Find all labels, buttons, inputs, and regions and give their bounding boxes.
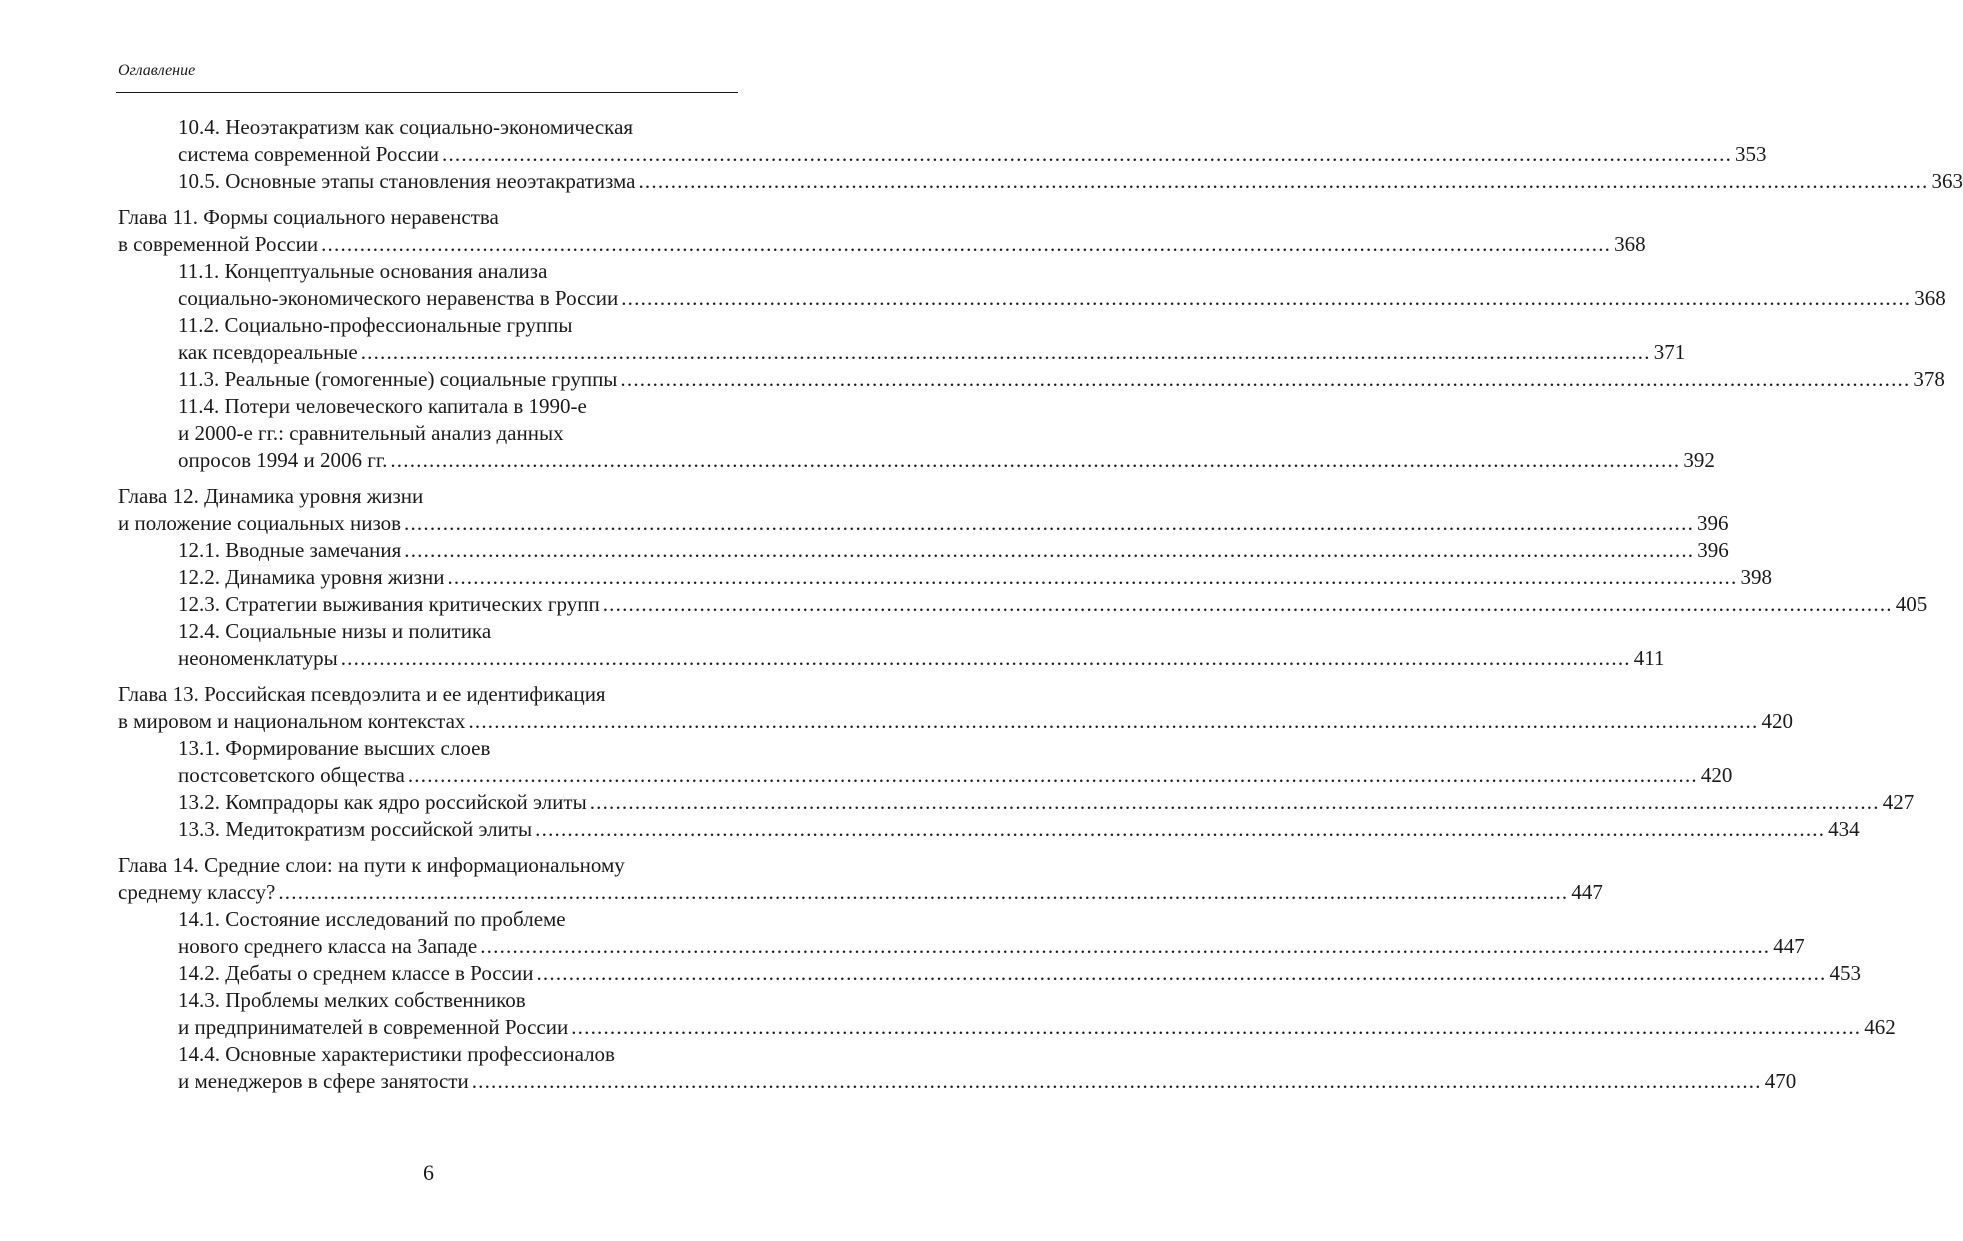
toc-page-number: 363 xyxy=(1931,169,1963,193)
toc-entry-leader-row xyxy=(178,168,1963,195)
toc-entry-leader-row xyxy=(178,591,1928,618)
toc-entry-title-line: социально-экономического неравенства в России xyxy=(178,286,619,310)
toc-entry-leader-row xyxy=(178,1014,1896,1041)
toc-page-number: 398 xyxy=(1740,565,1772,589)
toc-page-number: 368 xyxy=(1614,232,1646,256)
toc-entry-title-line: 11.2. Социально-профессиональные группы xyxy=(178,313,573,337)
header-rule xyxy=(116,92,738,93)
toc-section-entry[interactable] xyxy=(118,1041,1797,1095)
toc-entry-title-line: как псевдореальные xyxy=(178,340,358,364)
toc-entry-leader-row xyxy=(178,564,1772,591)
toc-page-number: 420 xyxy=(1700,763,1733,787)
toc-entry-leader-row xyxy=(178,447,1715,474)
toc-entry-title-line: 14.1. Состояние исследований по проблеме xyxy=(178,907,566,931)
toc-chapter-entry[interactable] xyxy=(118,204,1646,258)
toc-entry-leader-row xyxy=(118,510,1729,537)
toc-section-entry[interactable] xyxy=(118,258,1946,312)
toc-entry-leader-row xyxy=(178,645,1665,672)
toc-section-entry[interactable] xyxy=(118,366,1945,393)
toc-section-entry[interactable] xyxy=(118,114,1767,168)
toc-entry-title-line: Глава 11. Формы социального неравенства xyxy=(118,205,499,229)
toc-entry-leader-row xyxy=(178,933,1805,960)
toc-entry-title-line: 10.4. Неоэтакратизм как социально-экономическая xyxy=(178,115,634,139)
dot-leader: ........................................................................................................................................................................................................ xyxy=(589,790,1880,814)
dot-leader: ........................................................................................................................................................................................................ xyxy=(571,1015,1862,1039)
toc-entry-title-line: и менеджеров в сфере занятости xyxy=(178,1069,469,1093)
dot-leader: ........................................................................................................................................................................................................ xyxy=(480,934,1771,958)
toc-entry-leader-row xyxy=(178,141,1767,168)
dot-leader: ........................................................................................................................................................................................................ xyxy=(536,961,1827,985)
toc-entry-leader-row xyxy=(178,339,1686,366)
toc-section-entry[interactable] xyxy=(118,960,1861,987)
toc-entry-leader-row xyxy=(118,879,1603,906)
toc-page-number: 453 xyxy=(1829,961,1861,985)
toc-entry-title-line: 12.1. Вводные замечания xyxy=(178,538,402,562)
dot-leader: ........................................................................................................................................................................................................ xyxy=(638,169,1929,193)
dot-leader: ........................................................................................................................................................................................................ xyxy=(340,646,1631,670)
dot-leader: ........................................................................................................................................................................................................ xyxy=(447,565,1738,589)
toc-entry-title-line: в современной России xyxy=(118,232,319,256)
toc-entry-title-line: в мировом и национальном контекстах xyxy=(118,709,466,733)
toc-entry-title-line: 12.4. Социальные низы и политика xyxy=(178,619,492,643)
table-of-contents xyxy=(118,114,1963,1095)
toc-entry-title-line: нового среднего класса на Западе xyxy=(178,934,478,958)
toc-section-entry[interactable] xyxy=(118,789,1915,816)
dot-leader: ........................................................................................................................................................................................................ xyxy=(535,817,1826,841)
running-head: Оглавление xyxy=(118,62,196,79)
toc-entry-title-line: и 2000-е гг.: сравнительный анализ данных xyxy=(178,421,564,445)
toc-entry-leader-row xyxy=(178,762,1733,789)
toc-section-entry[interactable] xyxy=(118,591,1928,618)
toc-section-entry[interactable] xyxy=(118,393,1715,474)
page-number: 6 xyxy=(423,1160,434,1185)
toc-section-entry[interactable] xyxy=(118,618,1665,672)
toc-entry-title-line: 12.2. Динамика уровня жизни xyxy=(178,565,445,589)
toc-page-number: 392 xyxy=(1683,448,1715,472)
toc-page-number: 368 xyxy=(1914,286,1946,310)
toc-entry-leader-row xyxy=(178,816,1860,843)
toc-entry-title-line: 14.3. Проблемы мелких собственников xyxy=(178,988,526,1012)
dot-leader: ........................................................................................................................................................................................................ xyxy=(321,232,1612,256)
toc-entry-title-line: 13.3. Медитократизм российской элиты xyxy=(178,817,533,841)
dot-leader: ........................................................................................................................................................................................................ xyxy=(390,448,1681,472)
dot-leader: ........................................................................................................................................................................................................ xyxy=(620,367,1911,391)
toc-entry-title-line: 11.3. Реальные (гомогенные) социальные группы xyxy=(178,367,618,391)
dot-leader: ........................................................................................................................................................................................................ xyxy=(404,511,1695,535)
toc-page-number: 396 xyxy=(1697,538,1729,562)
toc-section-entry[interactable] xyxy=(118,816,1860,843)
toc-chapter-entry[interactable] xyxy=(118,852,1603,906)
toc-entry-title-line: 14.4. Основные характеристики профессионалов xyxy=(178,1042,615,1066)
toc-entry-title-line: опросов 1994 и 2006 гг. xyxy=(178,448,388,472)
toc-entry-leader-row xyxy=(178,960,1861,987)
toc-entry-title-line: постсоветского общества xyxy=(178,763,405,787)
toc-page-number: 411 xyxy=(1633,646,1665,670)
toc-section-entry[interactable] xyxy=(118,735,1733,789)
toc-entry-leader-row xyxy=(178,1068,1797,1095)
dot-leader: ........................................................................................................................................................................................................ xyxy=(407,763,1698,787)
toc-page-number: 378 xyxy=(1913,367,1945,391)
toc-entry-leader-row xyxy=(178,537,1729,564)
toc-entry-title-line: 12.3. Стратегии выживания критических групп xyxy=(178,592,600,616)
toc-entry-title-line: и положение социальных низов xyxy=(118,511,402,535)
dot-leader: ........................................................................................................................................................................................................ xyxy=(602,592,1893,616)
toc-entry-title-line: 13.1. Формирование высших слоев xyxy=(178,736,491,760)
toc-entry-title-line: 11.1. Концептуальные основания анализа xyxy=(178,259,548,283)
toc-entry-title-line: неономенклатуры xyxy=(178,646,338,670)
dot-leader: ........................................................................................................................................................................................................ xyxy=(468,709,1759,733)
toc-entry-title-line: Глава 13. Российская псевдоэлита и ее идентификация xyxy=(118,682,606,706)
dot-leader: ........................................................................................................................................................................................................ xyxy=(360,340,1651,364)
toc-entry-title-line: Глава 14. Средние слои: на пути к информациональному xyxy=(118,853,625,877)
toc-page-number: 420 xyxy=(1761,709,1793,733)
toc-page-number: 470 xyxy=(1764,1069,1797,1093)
dot-leader: ........................................................................................................................................................................................................ xyxy=(278,880,1569,904)
toc-page-number: 427 xyxy=(1882,790,1915,814)
toc-entry-title-line: среднему классу? xyxy=(118,880,276,904)
toc-page-number: 447 xyxy=(1571,880,1603,904)
toc-section-entry[interactable] xyxy=(118,537,1729,564)
toc-section-entry[interactable] xyxy=(118,312,1686,366)
dot-leader: ........................................................................................................................................................................................................ xyxy=(442,142,1733,166)
toc-page-number: 353 xyxy=(1735,142,1767,166)
toc-page-number: 462 xyxy=(1864,1015,1896,1039)
toc-section-entry[interactable] xyxy=(118,906,1805,960)
toc-entry-leader-row xyxy=(118,231,1646,258)
toc-page-number: 396 xyxy=(1697,511,1729,535)
toc-page-number: 405 xyxy=(1895,592,1928,616)
dot-leader: ........................................................................................................................................................................................................ xyxy=(404,538,1695,562)
toc-entry-title-line: 14.2. Дебаты о среднем классе в России xyxy=(178,961,534,985)
toc-chapter-entry[interactable] xyxy=(118,681,1793,735)
toc-entry-leader-row xyxy=(178,285,1946,312)
dot-leader: ........................................................................................................................................................................................................ xyxy=(471,1069,1762,1093)
toc-chapter-entry[interactable] xyxy=(118,483,1729,537)
toc-page-number: 434 xyxy=(1828,817,1860,841)
toc-entry-title-line: 10.5. Основные этапы становления неоэтакратизма xyxy=(178,169,636,193)
toc-entry-title-line: Глава 12. Динамика уровня жизни xyxy=(118,484,424,508)
toc-entry-leader-row xyxy=(118,708,1793,735)
toc-page-number: 371 xyxy=(1653,340,1686,364)
toc-section-entry[interactable] xyxy=(118,168,1963,195)
toc-section-entry[interactable] xyxy=(118,564,1772,591)
toc-entry-title-line: 11.4. Потери человеческого капитала в 1990-е xyxy=(178,394,587,418)
toc-entry-title-line: система современной России xyxy=(178,142,440,166)
toc-entry-leader-row xyxy=(178,789,1915,816)
toc-section-entry[interactable] xyxy=(118,987,1896,1041)
dot-leader: ........................................................................................................................................................................................................ xyxy=(621,286,1912,310)
toc-entry-title-line: и предпринимателей в современной России xyxy=(178,1015,569,1039)
toc-entry-leader-row xyxy=(178,366,1945,393)
toc-entry-title-line: 13.2. Компрадоры как ядро российской элиты xyxy=(178,790,587,814)
toc-page-number: 447 xyxy=(1773,934,1805,958)
